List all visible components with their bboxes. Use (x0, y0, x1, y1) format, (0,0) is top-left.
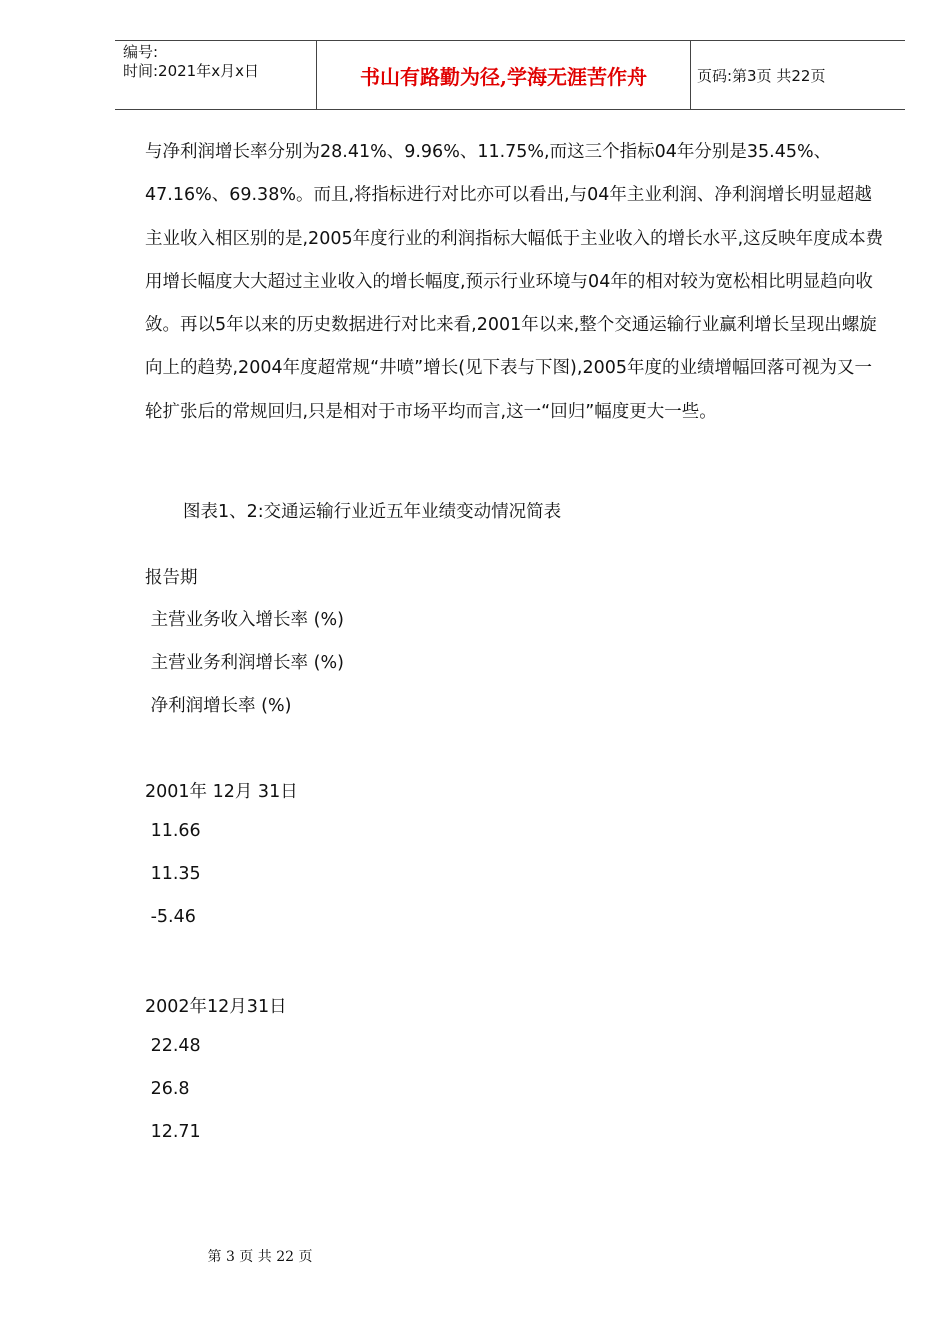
footer-page-number: 第 3 页 共 22 页 (207, 1249, 313, 1265)
header-time-label: 时间:2021年x月x日 (123, 62, 259, 80)
row-2002-revenue-growth: 22.48 (145, 1036, 201, 1056)
table-caption: 图表1、2:交通运输行业近五年业绩变动情况简表 (183, 502, 562, 522)
column-label-profit-growth: 主营业务利润增长率 (%) (145, 653, 344, 673)
header-number-label: 编号: (123, 43, 159, 61)
page-footer (0, 1246, 950, 1266)
header-meta (123, 43, 259, 81)
row-period-2001: 2001年 12月 31日 (145, 782, 298, 802)
row-2001-net-profit-growth: -5.46 (145, 907, 196, 927)
header-motto: 书山有路勤为径,学海无涯苦作舟 (316, 41, 691, 109)
body-paragraph: 与净利润增长率分别为28.41%、9.96%、11.75%,而这三个指标04年分别是35.45%、47.16%、69.38%。而且,将指标进行对比亦可以看出,与04年主业利润、净利润增长明显超越主业收入相区别的是,2005年度行业的利润指标大幅低于主业收入的增长水平,这反映年度成本费用增长幅度大大超过主业收入的增长幅度,预示行业环境与04年的相对较为宽松相比明显趋向收敛。再以5年以来的历史数据进行对比来看,2001年以来,整个交通运输行业赢利增长呈现出螺旋向上的趋势,2004年度超常规“井喷”增长(见下表与下图),2005年度的业绩增幅回落可视为又一轮扩张后的常规回归,只是相对于市场平均而言,这一“回归”幅度更大一些。 (145, 142, 884, 422)
row-2001-revenue-growth: 11.66 (145, 821, 201, 841)
row-2002-net-profit-growth: 12.71 (145, 1122, 201, 1142)
row-period-2002: 2002年12月31日 (145, 997, 287, 1017)
table-header-label: 报告期 (145, 568, 198, 588)
row-2001-profit-growth: 11.35 (145, 864, 201, 884)
header-page-label: 页码:第3页 共22页 (697, 67, 826, 85)
column-label-revenue-growth: 主营业务收入增长率 (%) (145, 610, 344, 630)
column-label-net-profit-growth: 净利润增长率 (%) (145, 696, 292, 716)
row-2002-profit-growth: 26.8 (145, 1079, 190, 1099)
page-header (115, 40, 905, 110)
